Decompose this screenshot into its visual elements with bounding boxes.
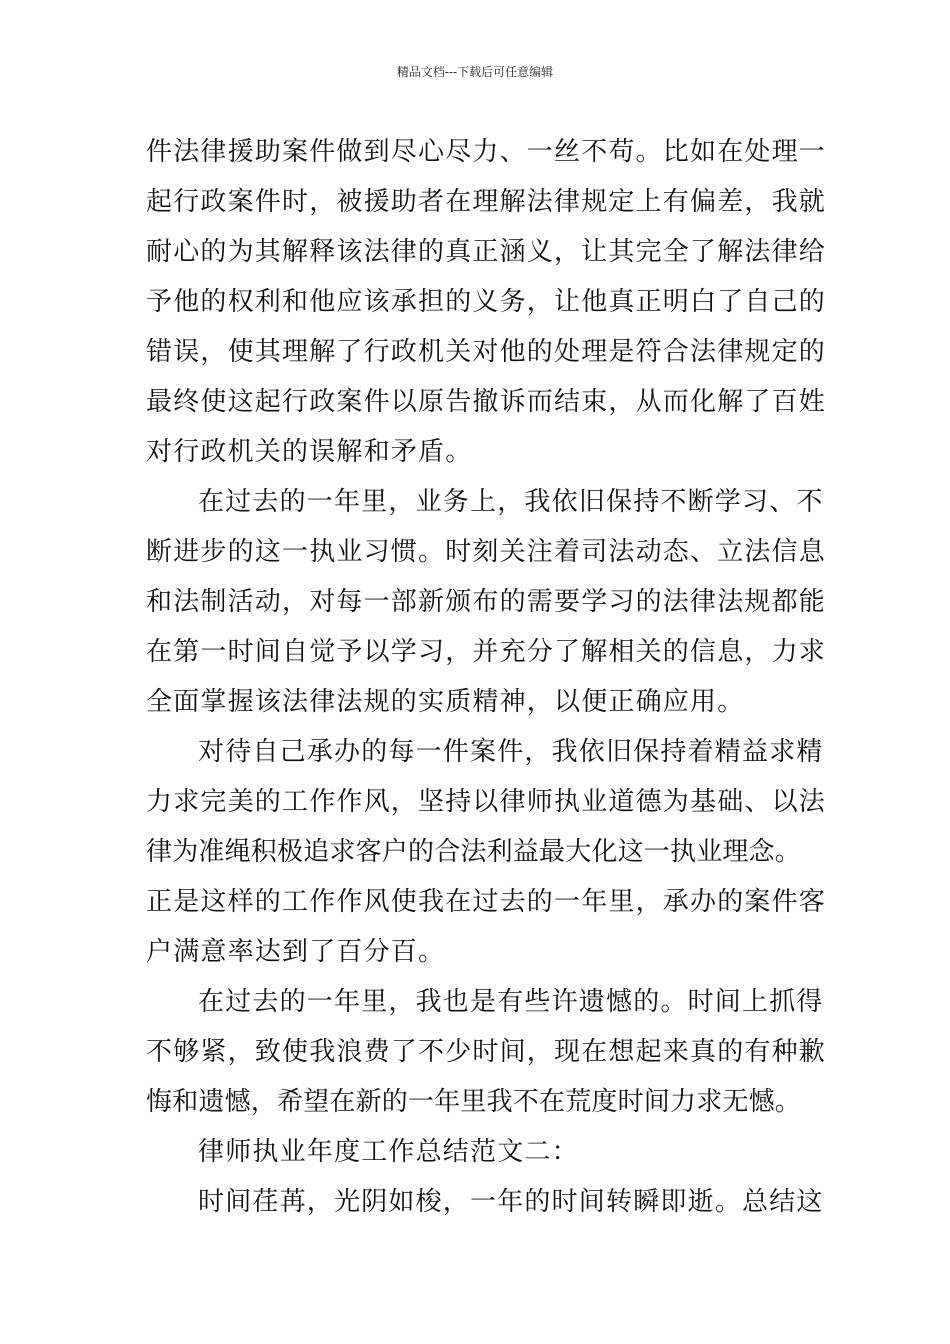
paragraph-first-line: 在过去的一年里，业务上，我依旧保持不断学习、不: [198, 487, 824, 517]
text-line: 对行政机关的误解和矛盾。: [146, 437, 473, 467]
text-line: 不够紧，致使我浪费了不少时间，现在想起来真的有种歉: [146, 1037, 827, 1067]
text-line: 起行政案件时，被援助者在理解法律规定上有偏差，我就: [146, 187, 827, 217]
text-line: 耐心的为其解释该法律的真正涵义，让其完全了解法律给: [146, 237, 827, 267]
section-heading: 律师执业年度工作总结范文二：: [198, 1137, 579, 1167]
text-line: 和法制活动，对每一部新颁布的需要学习的法律法规都能: [146, 587, 827, 617]
text-line: 悔和遗憾，希望在新的一年里我不在荒度时间力求无憾。: [146, 1087, 802, 1117]
text-line: 全面掌握该法律法规的实质精神，以便正确应用。: [146, 687, 745, 717]
page-header: 精品文档---下载后可任意编辑: [396, 65, 554, 79]
paragraph-first-line: 时间荏苒，光阴如梭，一年的时间转瞬即逝。总结这: [198, 1187, 824, 1217]
paragraph-first-line: 在过去的一年里，我也是有些许遗憾的。时间上抓得: [198, 987, 824, 1017]
text-line: 件法律援助案件做到尽心尽力、一丝不苟。比如在处理一: [146, 137, 827, 167]
text-line: 最终使这起行政案件以原告撤诉而结束，从而化解了百姓: [146, 387, 827, 417]
document-body: [146, 127, 827, 1227]
text-line: 律为准绳积极追求客户的合法利益最大化这一执业理念。: [146, 837, 802, 867]
text-line: 户满意率达到了百分百。: [146, 937, 446, 967]
text-line: 错误，使其理解了行政机关对他的处理是符合法律规定的: [146, 337, 827, 367]
text-line: 正是这样的工作作风使我在过去的一年里，承办的案件客: [146, 887, 827, 917]
text-line: 断进步的这一执业习惯。时刻关注着司法动态、立法信息: [146, 537, 827, 567]
text-line: 力求完美的工作作风，坚持以律师执业道德为基础、以法: [146, 787, 827, 817]
paragraph-first-line: 对待自己承办的每一件案件，我依旧保持着精益求精: [198, 737, 824, 767]
text-line: 予他的权利和他应该承担的义务，让他真正明白了自己的: [146, 287, 827, 317]
text-line: 在第一时间自觉予以学习，并充分了解相关的信息，力求: [146, 637, 827, 667]
